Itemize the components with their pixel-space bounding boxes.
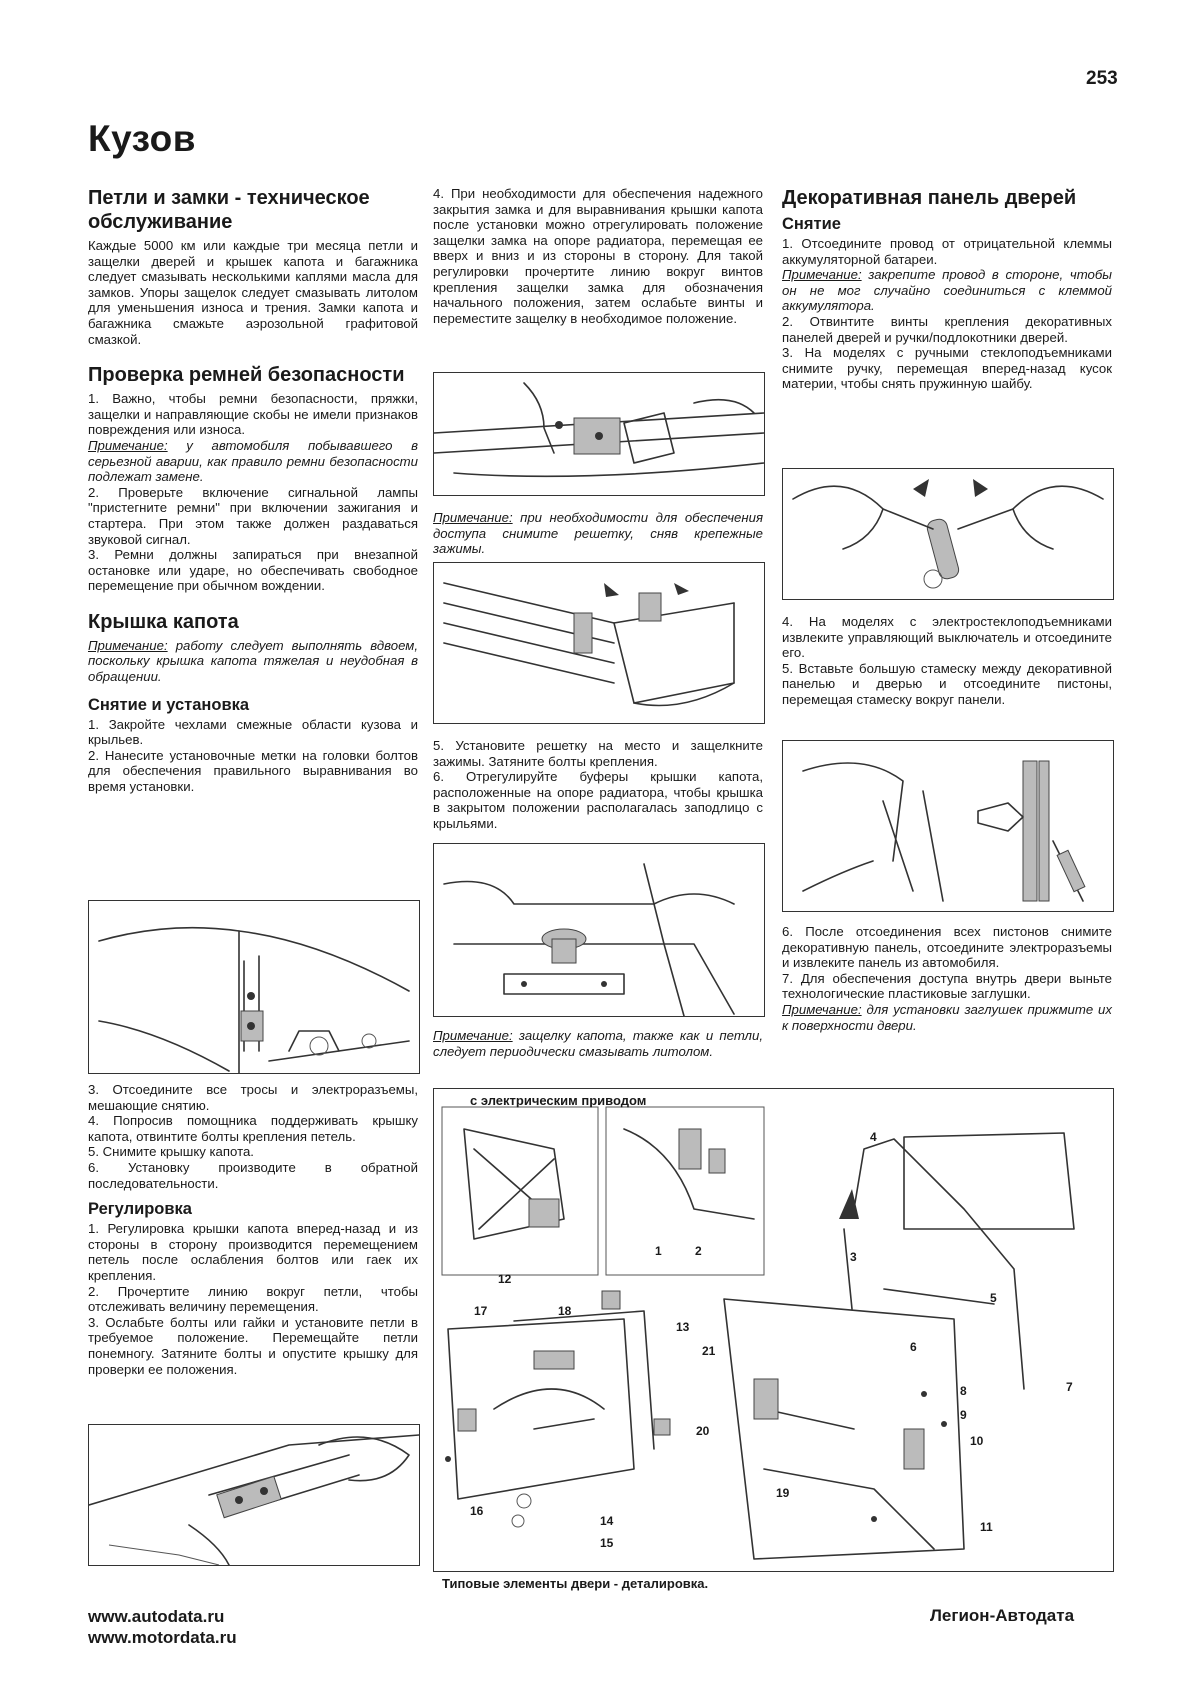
note-text: для установки заглушек прижмите их к поверхности двери. — [782, 1001, 1112, 1033]
callout-14: 14 — [600, 1514, 614, 1528]
paragraph: 3. На моделях с ручными стеклоподъемниками снимите ручку, перемещая вперед-назад кусок материи, чтобы снять пружинную шайбу. — [782, 345, 1112, 392]
paragraph: 7. Для обеспечения доступа внутрь двери выньте технологические пластиковые заглушки. — [782, 970, 1112, 1002]
note-label: Примечание: — [433, 1028, 513, 1043]
paragraph: 6. Отрегулируйте буферы крышки капота, расположенные на опоре радиатора, чтобы крышка в закрытом положении располагалась заподлицо с крыльями. — [433, 769, 763, 831]
note-text: работу следует выполнять вдвоем, поскольку крышка капота тяжелая и неудобная в обращении. — [88, 637, 418, 685]
callout-16: 16 — [470, 1504, 484, 1518]
paragraph: 2. Проверьте включение сигнальной лампы "пристегните ремни" при включении зажигания и стартера. При этом также должен раздаваться звуковой сигнал. — [88, 484, 418, 547]
callout-21: 21 — [702, 1344, 716, 1358]
middle-column-mid — [433, 738, 763, 832]
paragraph: 1. Закройте чехлами смежные области кузова и крыльев. — [88, 716, 418, 748]
subsection-title-removal: Снятие и установка — [88, 695, 250, 714]
paragraph: 3. Отсоедините все тросы и электроразъемы, мешающие снятию. — [88, 1082, 418, 1113]
footer-publisher: Легион-Автодата — [930, 1606, 1075, 1625]
footer-url-motordata[interactable]: www.motordata.ru — [88, 1628, 237, 1647]
section-title-door-panel: Декоративная панель дверей — [782, 187, 1077, 209]
note — [88, 638, 418, 685]
paragraph: 3. Ослабьте болты или гайки и установите петли в требуемое положение. Перемещайте петли понемногу. Затяните болты и опустите крышку для проверки ее положения. — [88, 1314, 418, 1377]
callout-2: 2 — [695, 1244, 702, 1258]
callout-17: 17 — [474, 1304, 488, 1318]
callout-5: 5 — [990, 1291, 997, 1305]
note-label: Примечание: — [433, 510, 513, 525]
subsection-title-removal: Снятие — [782, 215, 841, 233]
note — [782, 267, 1112, 314]
paragraph: 2. Нанесите установочные метки на головки болтов для обеспечения правильного выравнивания во время установки. — [88, 747, 418, 795]
paragraph: 2. Прочертите линию вокруг петли, чтобы отслеживать величину перемещения. — [88, 1283, 418, 1315]
figure-window-crank — [782, 468, 1114, 600]
callout-15: 15 — [600, 1536, 614, 1550]
middle-column-top — [433, 186, 763, 326]
paragraph: 2. Отвинтите винты крепления декоративных панелей дверей и ручки/подлокотники дверей. — [782, 313, 1112, 345]
callout-10: 10 — [970, 1434, 984, 1448]
paragraph: 6. После отсоединения всех пистонов снимите декоративную панель, отсоедините электроразъемы и извлеките панель из автомобиля. — [782, 924, 1112, 971]
middle-note-2 — [433, 1028, 763, 1059]
figure-door-exploded-view — [433, 1088, 1114, 1572]
callout-18: 18 — [558, 1304, 572, 1318]
callout-11: 11 — [980, 1520, 993, 1534]
footer-url-autodata[interactable]: www.autodata.ru — [88, 1607, 225, 1626]
paragraph: 6. Установку производите в обратной последовательности. — [88, 1159, 418, 1191]
note-text: у автомобиля побывавшего в серьезной аварии, как правило ремни безопасности подлежат замене. — [88, 437, 418, 485]
figure-hood-hinge — [88, 900, 420, 1074]
right-column-top — [782, 186, 1112, 392]
callout-13: 13 — [676, 1320, 690, 1334]
callout-6: 6 — [910, 1340, 917, 1354]
paragraph: 5. Установите решетку на место и защелкните зажимы. Затяните болты крепления. — [433, 738, 763, 769]
callout-9: 9 — [960, 1408, 967, 1422]
paragraph: 4. Попросив помощника поддерживать крышку капота, отвинтите болты крепления петель. — [88, 1113, 418, 1144]
callout-3: 3 — [850, 1250, 857, 1264]
section-title-seatbelts: Проверка ремней безопасности — [88, 364, 405, 387]
note — [433, 1028, 763, 1059]
paragraph: 1. Важно, чтобы ремни безопасности, пряжки, защелки и направляющие скобы не имели признаков повреждения или износа. — [88, 391, 418, 438]
paragraph: 4. При необходимости для обеспечения надежного закрытия замка и для выравнивания крышки капота после установки можно отрегулировать положение защелки замка на опоре радиатора, перемещая ее вверх и вниз и из стороны в сторону. Для такой регулировки прочертите линию вокруг винтов крепления защелки замка для обозначения начального положения, затем ослабьте винты и переместите защелку в необходимое положение. — [433, 186, 763, 326]
figure-hinge-adjust — [88, 1424, 420, 1566]
paragraph: 5. Снимите крышку капота. — [88, 1144, 254, 1160]
figure-hood-buffer — [433, 843, 765, 1017]
figure-panel-clips — [782, 740, 1114, 912]
paragraph: Каждые 5000 км или каждые три месяца петли и защелки дверей и крышек капота и багажника следует смазывать несколькими каплями масла для замков. Упоры защелок следует смазывать литолом для уменьшения износа и трения. Замки капота и багажника смажьте аэрозольной графитовой смазкой. — [88, 238, 418, 347]
subsection-title-adjustment: Регулировка — [88, 1200, 192, 1219]
figure-hood-latch — [433, 372, 765, 496]
paragraph: 1. Отсоедините провод от отрицательной клеммы аккумуляторной батареи. — [782, 236, 1112, 267]
note — [88, 438, 418, 485]
note-text: закрепите провод в стороне, чтобы он не мог случайно соединиться с клеммой аккумулятора. — [782, 267, 1112, 314]
callout-7: 7 — [1066, 1380, 1073, 1394]
chapter-title: Кузов — [88, 118, 196, 159]
callout-20: 20 — [696, 1424, 710, 1438]
paragraph: 3. Ремни должны запираться при внезапной остановке или ударе, но обеспечивать свободное перемещение при обычном вождении. — [88, 547, 418, 594]
note — [433, 510, 763, 557]
callout-19: 19 — [776, 1486, 790, 1500]
paragraph: 5. Вставьте большую стамеску между декоративной панелью и дверью и отсоедините пистоны, перемещая стамеску вокруг панели. — [782, 660, 1112, 707]
note-label: Примечание: — [782, 1001, 862, 1017]
figure-grille-clips — [433, 562, 765, 724]
note-text: при необходимости для обеспечения доступа снимите решетку, сняв крепежные зажимы. — [433, 510, 763, 557]
note-label: Примечание: — [88, 637, 168, 653]
page-number: 253 — [1086, 68, 1118, 89]
note-label: Примечание: — [88, 437, 168, 453]
section-title-hinges: Петли и замки - техническое обслуживание — [88, 187, 370, 233]
note-text: защелку капота, также как и петли, следует периодически смазывать литолом. — [433, 1028, 763, 1059]
callout-8: 8 — [960, 1384, 967, 1398]
right-column-mid — [782, 614, 1112, 708]
left-column-top — [88, 186, 418, 795]
paragraph: 4. На моделях с электростеклоподъемниками извлеките управляющий выключатель и отсоедините его. — [782, 614, 1112, 661]
section-title-hood: Крышка капота — [88, 610, 239, 633]
footer-links — [88, 1606, 237, 1648]
note — [782, 1002, 1112, 1033]
callout-4: 4 — [870, 1130, 877, 1144]
paragraph: 1. Регулировка крышки капота вперед-назад и из стороны в сторону производится перемещением петель после ослабления болтов или гаек их крепления. — [88, 1221, 418, 1283]
note-label: Примечание: — [782, 267, 862, 283]
callout-1: 1 — [655, 1244, 662, 1258]
figure-caption: Типовые элементы двери - деталировка. — [442, 1576, 709, 1591]
right-column-bottom — [782, 924, 1112, 1033]
left-column-bottom — [88, 1082, 418, 1377]
middle-note-1 — [433, 510, 763, 557]
callout-12: 12 — [498, 1272, 512, 1286]
exploded-subtitle: с электрическим приводом — [470, 1093, 647, 1108]
